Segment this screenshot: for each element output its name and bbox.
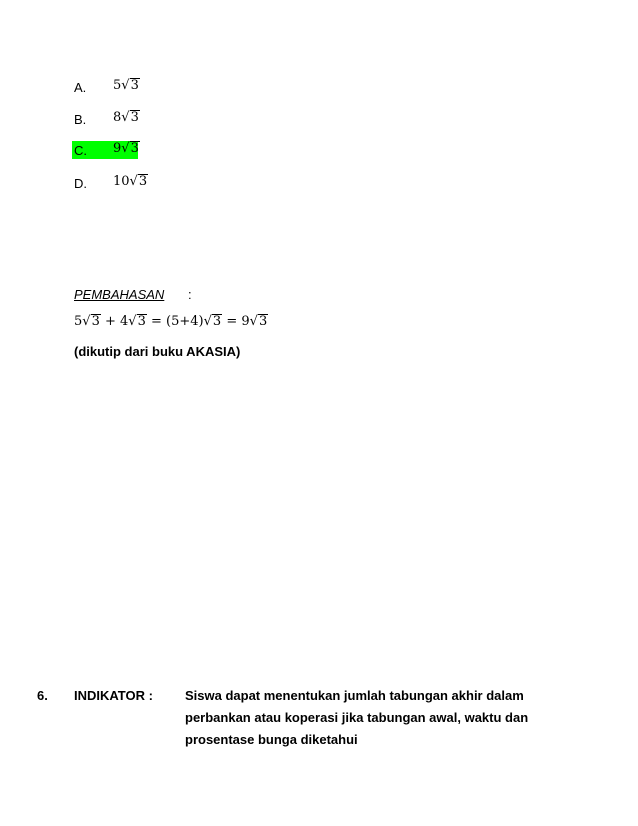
eq-radicand-mid: 3 (212, 314, 222, 329)
option-d-radicand: 3 (138, 174, 148, 189)
option-b-letter: B. (74, 112, 87, 127)
option-c-value (113, 141, 140, 156)
option-a-value (113, 78, 140, 93)
option-d-coef: 10 (113, 174, 130, 189)
pembahasan-label: PEMBAHASAN (74, 287, 165, 302)
sqrt-symbol: √ (128, 314, 137, 329)
sqrt-symbol: √ (121, 141, 130, 156)
eq-term-mid: = (5+4) (151, 314, 204, 329)
option-a-radicand: 3 (130, 78, 139, 93)
eq-radicand-a: 3 (91, 314, 100, 329)
sqrt-symbol: √ (129, 174, 138, 189)
option-b-radicand: 3 (130, 110, 139, 125)
eq-term-b: + 4 (105, 314, 129, 329)
indikator-number: 6. (37, 688, 48, 703)
option-a-letter: A. (74, 80, 87, 95)
option-a-coef: 5 (113, 78, 122, 93)
pembahasan-source: (dikutip dari buku AKASIA) (74, 344, 241, 359)
indikator-line-1: Siswa dapat menentukan jumlah tabungan akhir dalam (185, 688, 524, 703)
eq-radicand-b: 3 (137, 314, 146, 329)
eq-radicand-end: 3 (258, 314, 268, 329)
indikator-label: INDIKATOR : (74, 688, 153, 703)
sqrt-symbol: √ (121, 110, 130, 125)
pembahasan-equation (74, 314, 268, 329)
sqrt-symbol: √ (203, 314, 212, 329)
sqrt-symbol: √ (82, 314, 91, 329)
eq-term-a: 5 (74, 314, 83, 329)
option-c-coef: 9 (113, 141, 122, 156)
sqrt-symbol: √ (121, 78, 130, 93)
sqrt-symbol: √ (249, 314, 258, 329)
indikator-line-3: prosentase bunga diketahui (185, 732, 358, 747)
option-c-letter: C. (74, 143, 87, 158)
option-b-coef: 8 (113, 110, 122, 125)
indikator-line-2: perbankan atau koperasi jika tabungan awal, waktu dan (185, 710, 529, 725)
pembahasan-colon: : (188, 287, 192, 302)
option-b-value (113, 110, 140, 125)
eq-term-end: = 9 (226, 314, 250, 329)
option-d-letter: D. (74, 176, 87, 191)
option-c-radicand: 3 (130, 141, 139, 156)
option-d-value (113, 174, 148, 189)
